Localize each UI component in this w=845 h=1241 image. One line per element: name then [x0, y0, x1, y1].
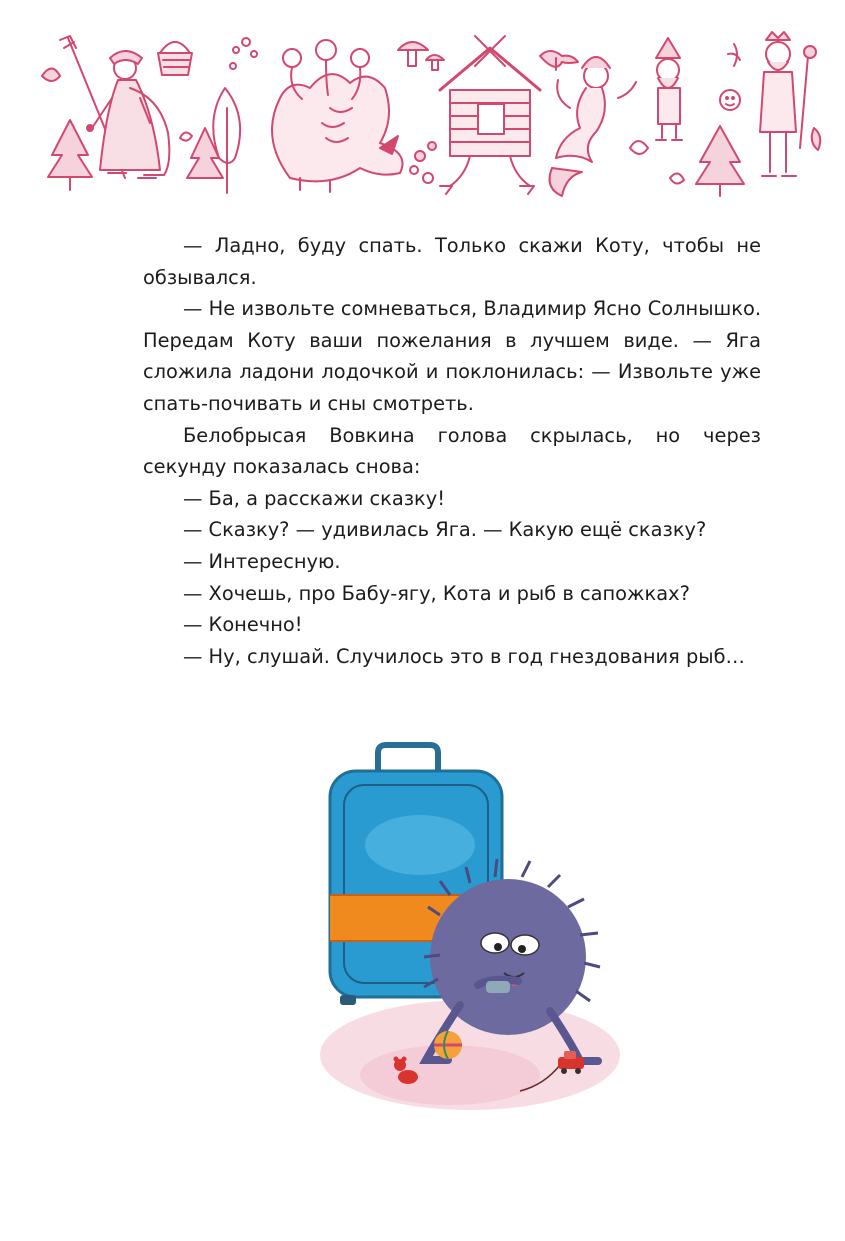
- mermaid-icon: [550, 57, 648, 196]
- ball-icon: [434, 1031, 462, 1059]
- story-text: [143, 230, 761, 672]
- paragraph: — Не извольте сомневаться, Владимир Ясно Солнышко. Передам Коту ваши пожелания в лучшем виде. — Яга сложила ладони лодочкой и поклонилась: — Извольте уже спать-почивать и сны смотреть.: [143, 297, 761, 415]
- tsar-icon: [760, 32, 816, 176]
- decorative-header-band: [30, 28, 822, 200]
- paragraph: — Сказку? — удивилась Яга. — Какую ещё сказку?: [183, 518, 707, 542]
- paragraph: — Ладно, буду спать. Только скажи Коту, чтобы не обзывался.: [143, 234, 761, 289]
- suitcase-and-creature-icon: [300, 735, 620, 1125]
- paragraph: Белобрысая Вовкина голова скрылась, но через секунду показалась снова:: [143, 423, 761, 479]
- paragraph: — Хочешь, про Бабу-ягу, Кота и рыб в сапожках?: [183, 581, 690, 605]
- basket-icon: [158, 42, 192, 75]
- sun-face-icon: [720, 90, 740, 110]
- gnome-icon: [656, 38, 682, 140]
- paragraph: — Интересную.: [183, 549, 341, 573]
- story-illustration: [300, 735, 620, 1125]
- paragraph: — Ну, слушай. Случилось это в год гнездования рыб…: [183, 644, 745, 668]
- fairy-tale-ornament-icon: [30, 28, 822, 200]
- three-headed-dragon-icon: [272, 40, 403, 192]
- paragraph: — Конечно!: [183, 613, 303, 637]
- fir-tree-icon: [48, 120, 92, 190]
- mushroom-icon: [398, 42, 444, 70]
- bird-icon: [540, 51, 578, 70]
- hut-on-chicken-legs-icon: [440, 36, 540, 194]
- paragraph: — Ба, а расскажи сказку!: [183, 486, 445, 510]
